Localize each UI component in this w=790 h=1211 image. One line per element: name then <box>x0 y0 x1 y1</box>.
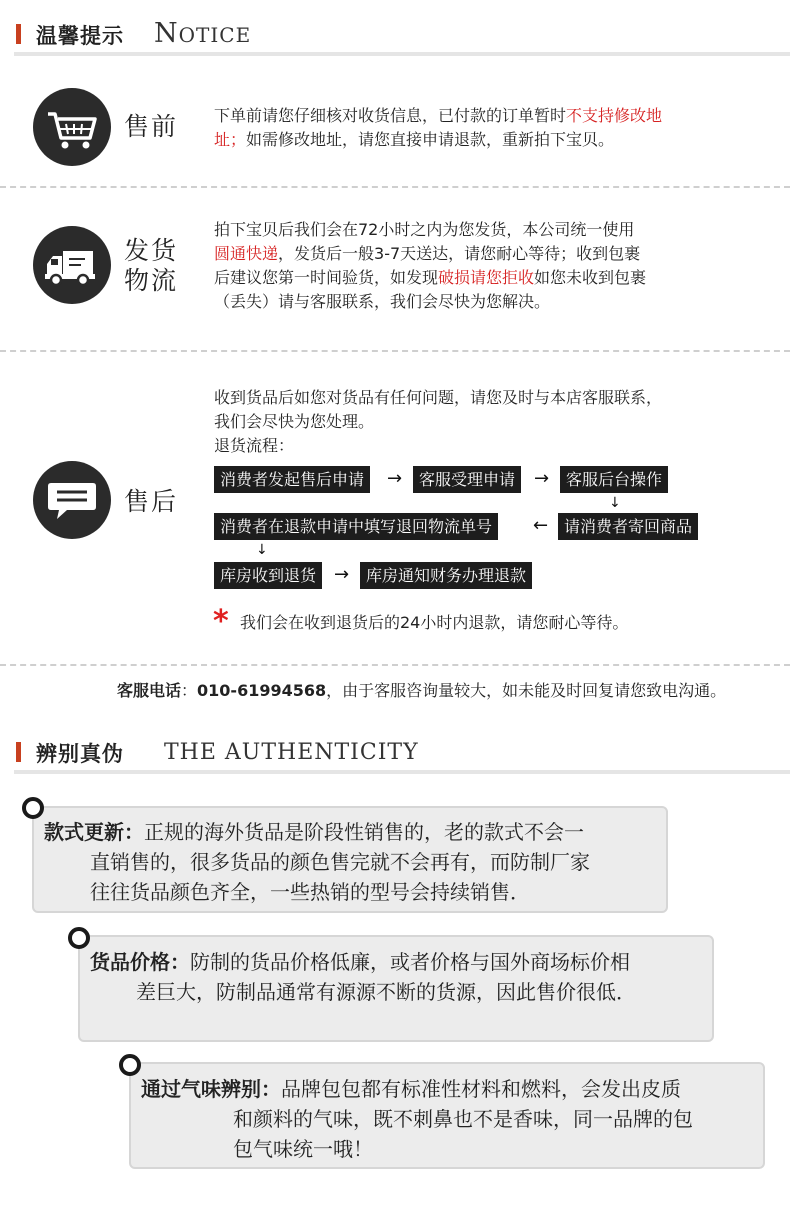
flow-arrow-right: → <box>534 468 550 489</box>
chat-bubble-icon <box>33 461 111 539</box>
delivery-truck-icon <box>33 226 111 304</box>
shipping-text: 拍下宝贝后我们会在72小时之内为您发货，本公司统一使用 圆通快递，发货后一般3-7天送达，请您耐心等待；收到包裹 后建议您第一时间验货，如发现破损请您拒收如您未收到包裹 （丢失）请与客服联系，我们会尽快为您解决。 <box>214 220 647 311</box>
flow-arrow-left: ← <box>533 515 549 536</box>
flow-step-return-goods: 请消费者寄回商品 <box>558 513 698 540</box>
presale-text: 下单前请您仔细核对收货信息，已付款的订单暂时不支持修改地 址；如需修改地址，请您直接申请退款，重新拍下宝贝。 <box>214 106 663 149</box>
flow-step-consumer-apply: 消费者发起售后申请 <box>214 466 370 493</box>
authenticity-section-header <box>14 732 790 774</box>
aftersale-label: 售后 <box>124 487 179 516</box>
notice-section-header <box>14 14 790 56</box>
shipping-label: 发货 物流 <box>124 236 179 295</box>
flow-step-backend-operate: 客服后台操作 <box>560 466 668 493</box>
divider <box>0 350 790 352</box>
authenticity-title-en: THE AUTHENTICITY <box>164 740 419 765</box>
card-price-text: 货品价格：防制的货品价格低廉，或者价格与国外商场标价相 差巨大，防制品通常有源源不断的货源，因此售价很低． <box>90 950 636 1004</box>
header-underline <box>14 52 790 56</box>
shopping-cart-icon <box>33 88 111 166</box>
notice-title-cn: 温馨提示 <box>36 24 124 48</box>
card-smell-text: 通过气味辨别：品牌包包都有标准性材料和燃料，会发出皮质 和颜料的气味，既不刺鼻也不是香味，同一品牌的包 包气味统一哦！ <box>141 1077 693 1161</box>
flow-step-warehouse-receive: 库房收到退货 <box>214 562 322 589</box>
aftersale-note: 我们会在收到退货后的24小时内退款，请您耐心等待。 <box>240 613 629 632</box>
flow-arrow-right: → <box>334 564 350 585</box>
divider <box>0 664 790 666</box>
flow-step-finance-refund: 库房通知财务办理退款 <box>360 562 532 589</box>
header-underline <box>14 770 790 774</box>
ring-bullet <box>119 1054 141 1076</box>
card-style-text: 款式更新：正规的海外货品是阶段性销售的，老的款式不会一 直销售的，很多货品的颜色售完就不会再有，而防制厂家 往往货品颜色齐全，一些热销的型号会持续销售． <box>44 820 590 904</box>
hotline-number: 010-61994568 <box>197 681 327 700</box>
presale-label: 售前 <box>124 112 179 141</box>
flow-step-fill-tracking: 消费者在退款申请中填写退回物流单号 <box>214 513 498 540</box>
header-accent-bar <box>16 742 21 762</box>
notice-title-en: NOTICE <box>154 18 252 49</box>
flow-arrow-down: ↓ <box>609 495 621 511</box>
flow-arrow-right: → <box>387 468 403 489</box>
note-star: * <box>213 604 229 639</box>
ring-bullet <box>22 797 44 819</box>
flow-arrow-down: ↓ <box>256 542 268 558</box>
header-accent-bar <box>16 24 21 44</box>
ring-bullet <box>68 927 90 949</box>
divider <box>0 186 790 188</box>
hotline-text: 客服电话：010-61994568，由于客服咨询量较大，如未能及时回复请您致电沟通。 <box>117 681 727 700</box>
flow-step-service-accept: 客服受理申请 <box>413 466 521 493</box>
aftersale-text: 收到货品后如您对货品有任何问题，请您及时与本店客服联系， 我们会尽快为您处理。 退货流程： <box>214 388 663 455</box>
authenticity-title-cn: 辨别真伪 <box>36 742 124 766</box>
